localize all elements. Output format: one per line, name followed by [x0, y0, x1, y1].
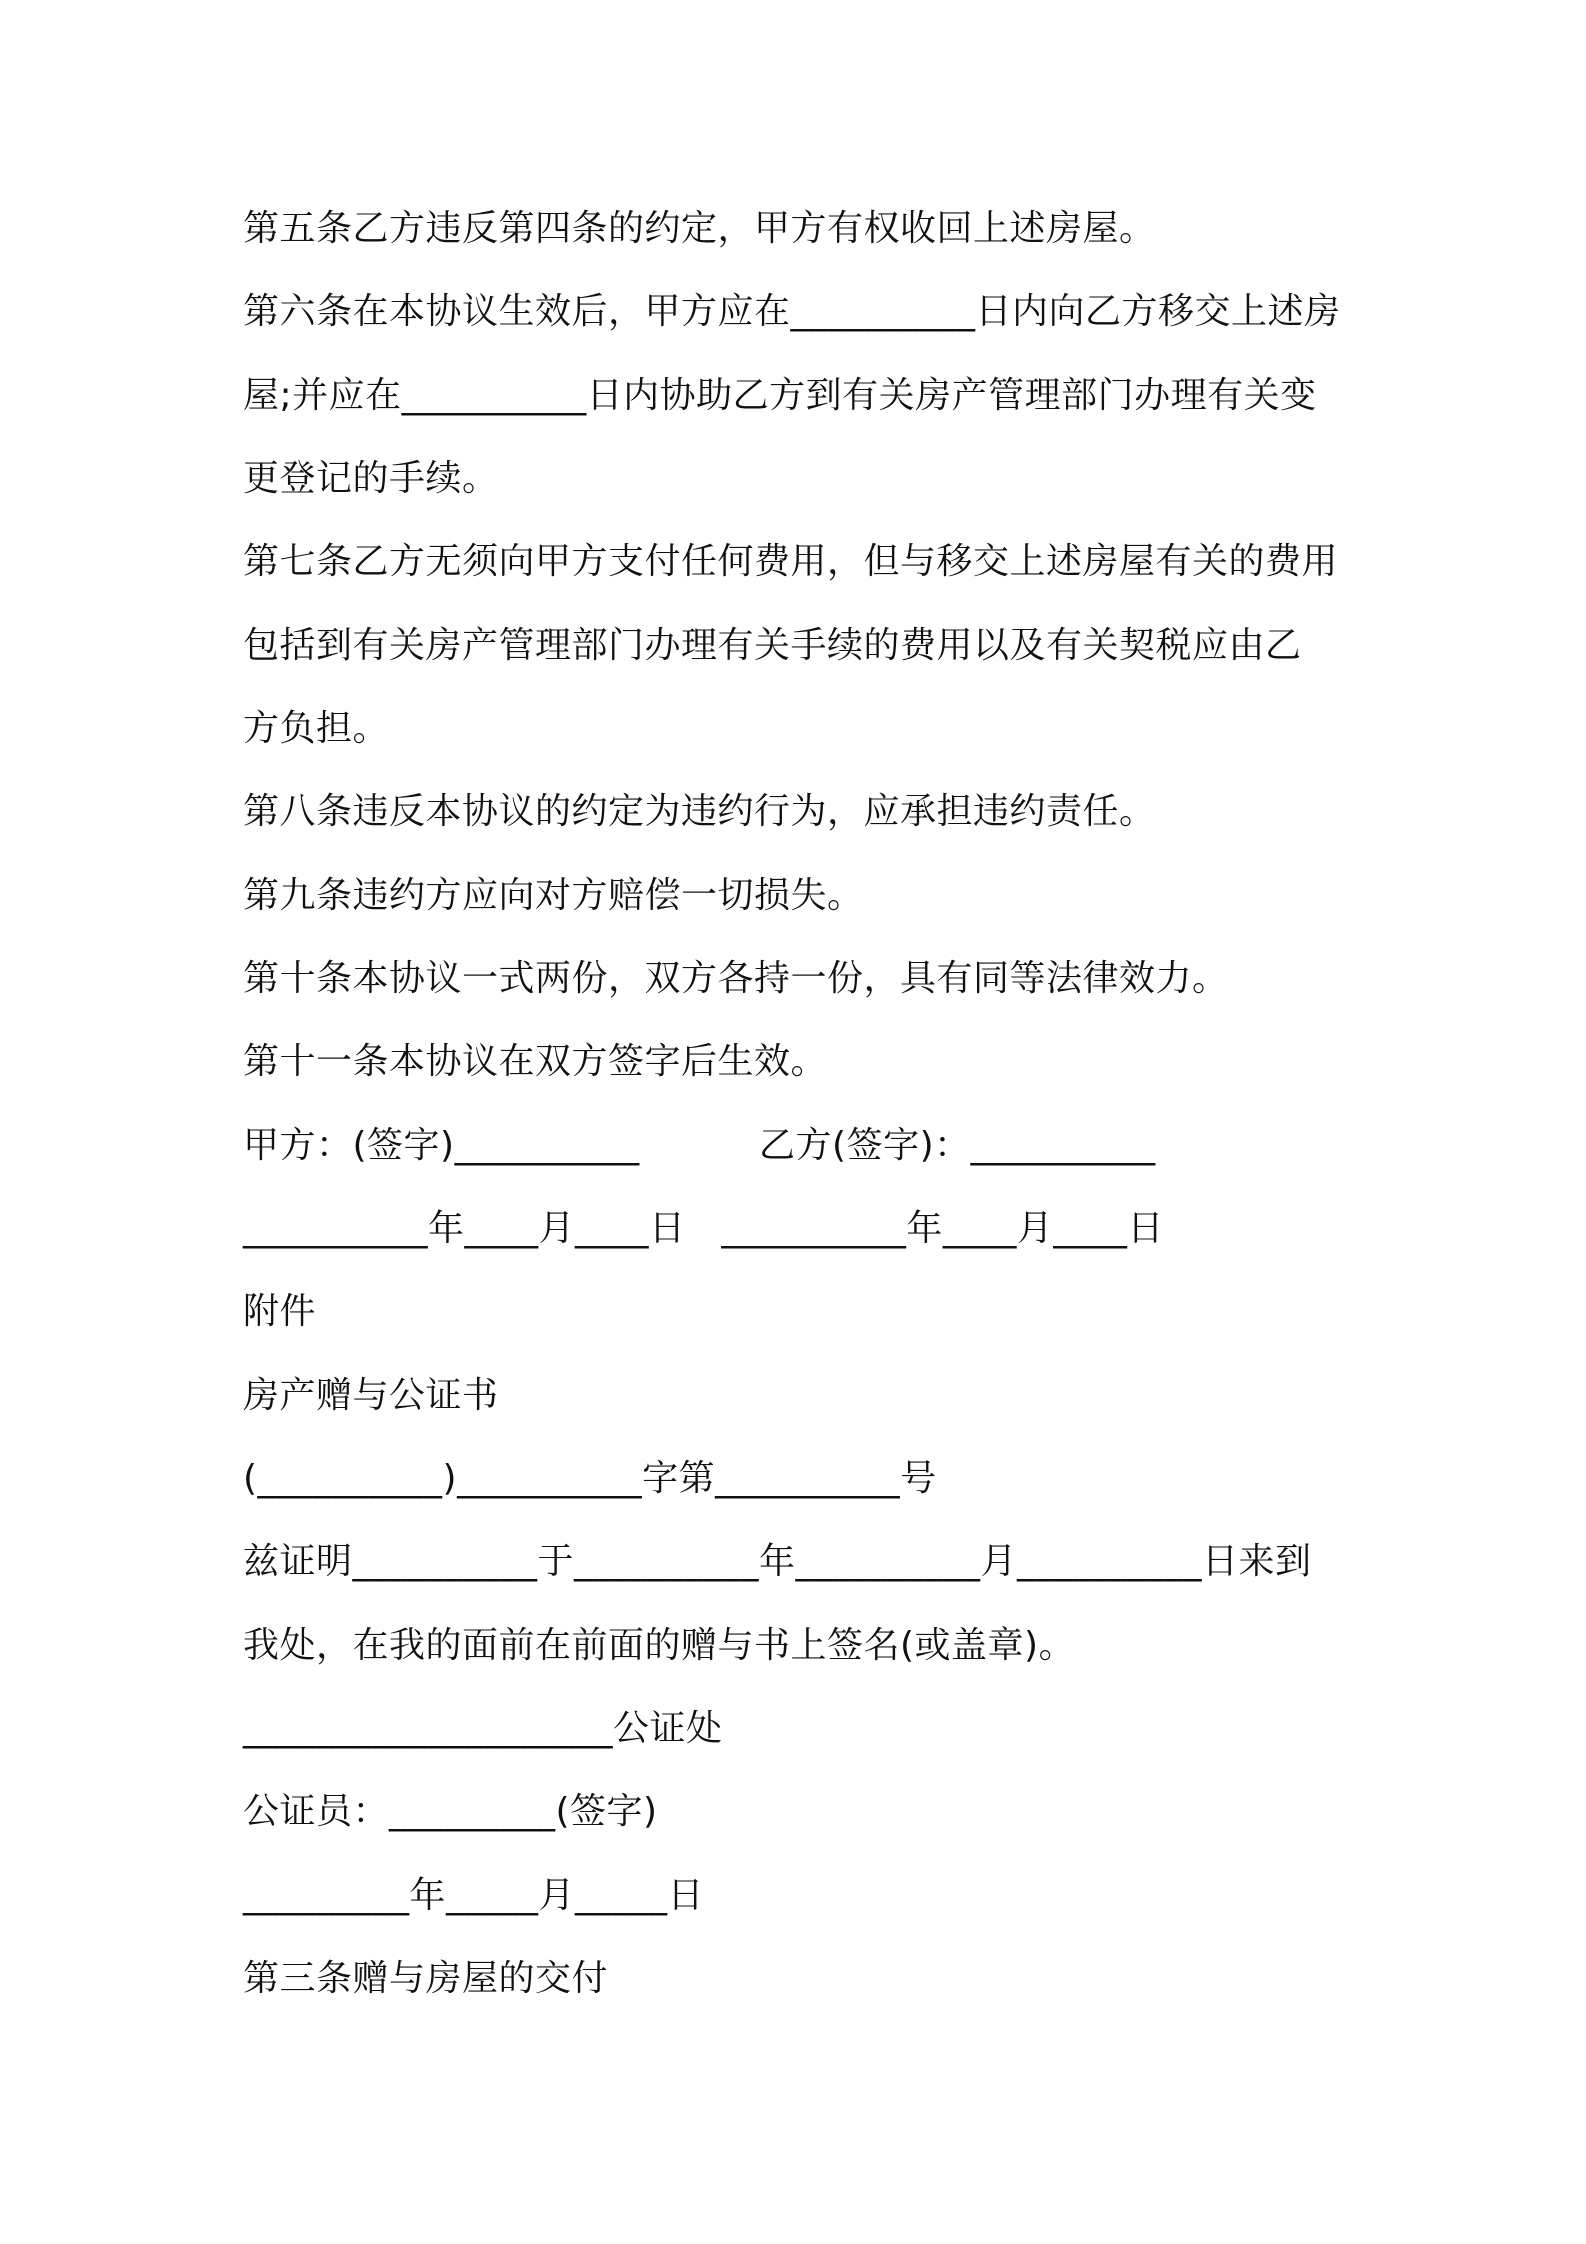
notary-certificate-title: 房产赠与公证书: [243, 1375, 499, 1416]
certification-line-2: 我处，在我的面前在前面的赠与书上签名(或盖章)。: [243, 1625, 1076, 1666]
article-9: 第九条违约方应向对方赔偿一切损失。: [243, 875, 864, 916]
article-11: 第十一条本协议在双方签字后生效。: [243, 1041, 828, 1082]
notary-date-line: _________年_____月_____日: [243, 1875, 704, 1916]
article-6-line-2: 屋;并应在__________日内协助乙方到有关房产管理部门办理有关变: [243, 375, 1317, 416]
article-8: 第八条违反本协议的约定为违约行为，应承担违约责任。: [243, 791, 1156, 832]
article-6-line-1: 第六条在本协议生效后，甲方应在__________日内向乙方移交上述房: [243, 291, 1341, 332]
notary-signature-line: 公证员：_________(签字): [243, 1791, 658, 1832]
article-7-line-3: 方负担。: [243, 708, 390, 749]
certification-line-1: 兹证明__________于__________年__________月__________日来到: [243, 1541, 1312, 1582]
attachment-label: 附件: [243, 1291, 317, 1332]
article-7-line-2: 包括到有关房产管理部门办理有关手续的费用以及有关契税应由乙: [243, 625, 1302, 666]
signature-date-line: __________年____月____日 __________年____月____日: [243, 1208, 1164, 1249]
notary-office-line: ____________________公证处: [243, 1708, 723, 1749]
article-7-line-1: 第七条乙方无须向甲方支付任何费用，但与移交上述房屋有关的费用: [243, 541, 1339, 582]
certificate-number-line: (__________)__________字第__________号: [243, 1458, 937, 1499]
article-3-heading: 第三条赠与房屋的交付: [243, 1958, 609, 1999]
article-10: 第十条本协议一式两份，双方各持一份，具有同等法律效力。: [243, 958, 1229, 999]
article-6-line-3: 更登记的手续。: [243, 458, 499, 499]
article-5: 第五条乙方违反第四条的约定，甲方有权收回上述房屋。: [243, 208, 1156, 249]
signature-line: 甲方：(签字)__________ 乙方(签字)：__________: [243, 1125, 1156, 1166]
